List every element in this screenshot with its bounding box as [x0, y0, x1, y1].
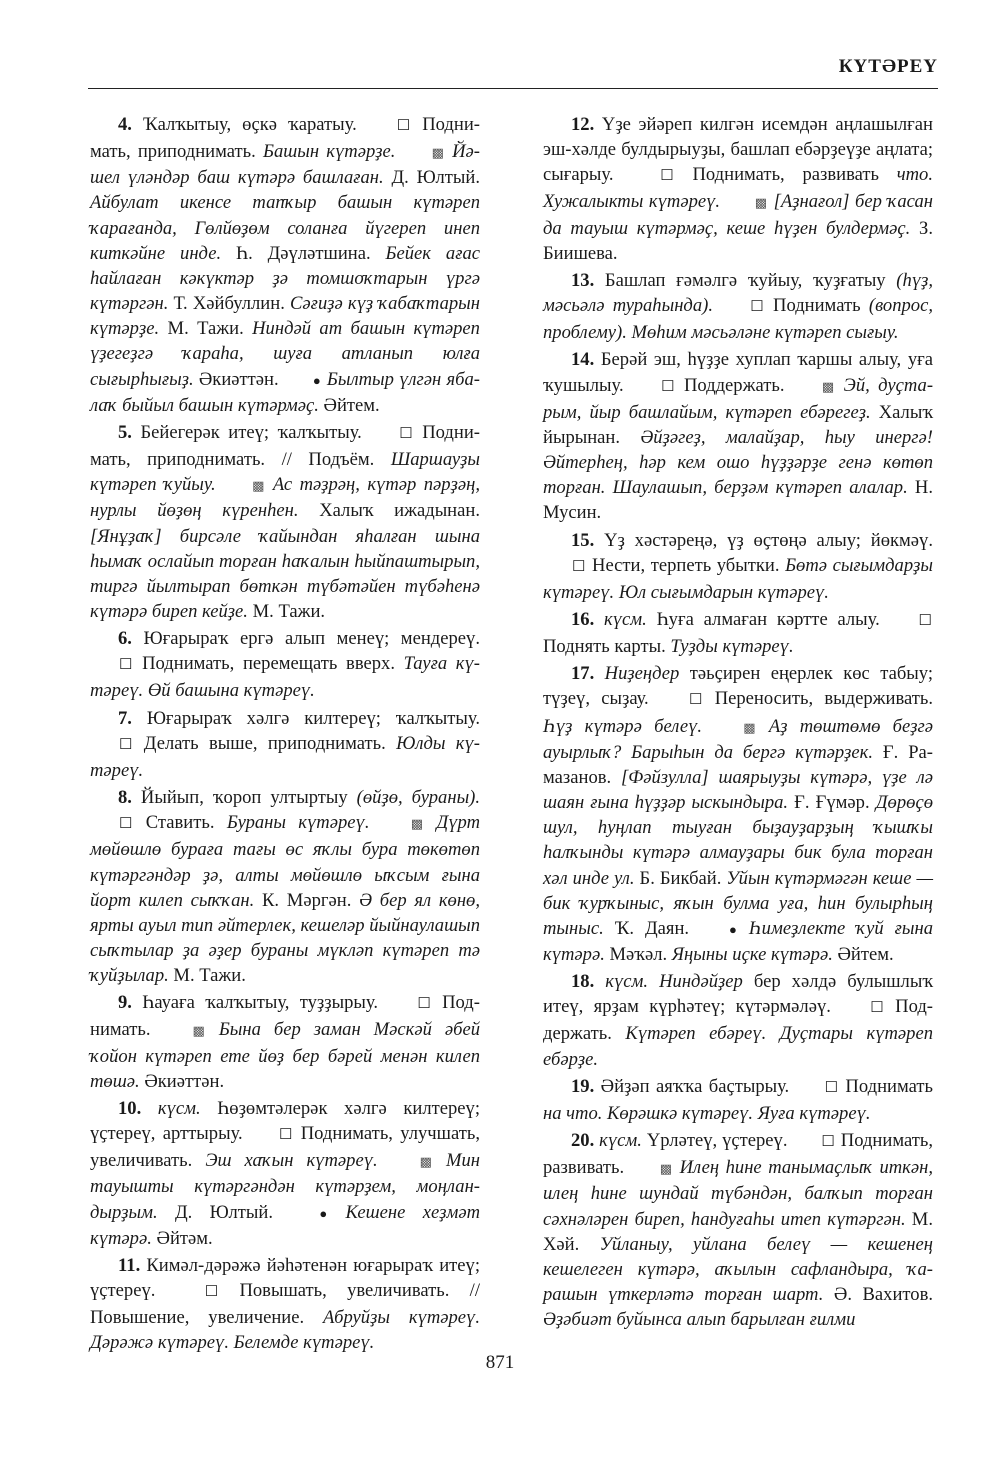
- header-rule: [88, 88, 938, 89]
- sense-number: 19.: [571, 1075, 595, 1097]
- definition-text: [424, 812, 436, 833]
- dictionary-sense: [90, 420, 480, 624]
- dictionary-sense: [543, 347, 933, 525]
- example-square-icon: ▩: [192, 1023, 205, 1039]
- example-text: Илең һине танымаҫлыҡ иткән, илең һине шундай түбәндән, балҡып торған сәхнәләрен биреп, һандуғаһы итеп күтәргән.: [543, 1157, 933, 1230]
- example-square-icon: ▩: [754, 195, 768, 211]
- example-text: Юлды күтәреү.: [90, 732, 480, 781]
- definition-text: [141, 1098, 158, 1119]
- definition-text: Ғ. Рамазанов.: [543, 741, 933, 788]
- definition-text: Әйтем.: [832, 944, 894, 965]
- example-square-icon: ▩: [659, 1161, 673, 1177]
- sense-number: 13.: [571, 269, 595, 291]
- example-text: Аҙ төштөмө беҙгә ауырлыҡ? Барыһын да бергә күтәрҙек.: [543, 715, 933, 763]
- translation-box-icon: ☐: [278, 1127, 293, 1144]
- definition-text: М. Тажи.: [168, 965, 246, 987]
- definition-text: М. Хәй.: [543, 1208, 933, 1255]
- example-square-icon: ▩: [252, 478, 265, 494]
- translation-box-icon: ☐: [417, 996, 431, 1013]
- definition-text: Поддержать.: [675, 374, 793, 396]
- definition-text: Поднимать, развивать: [674, 164, 897, 186]
- example-text: Күтәреп ебәреү. Дуҫтары күтәреп ебәрҙе.: [543, 1023, 934, 1070]
- proverb-bullet-icon: ●: [319, 1205, 328, 1221]
- definition-text: [216, 474, 223, 495]
- example-text: Сәғиҙә күҙ ҡабаҡтарын күтәрҙе.: [90, 293, 480, 340]
- example-text: Туҙды күтәреү.: [670, 636, 794, 658]
- definition-text: Ҡ. Даян.: [603, 917, 701, 939]
- definition-text: [713, 295, 721, 316]
- example-text: Һимеҙлекте ҡуй ғына күтәрә.: [543, 917, 933, 965]
- dictionary-sense: [90, 990, 480, 1094]
- example-text: Ниндәй ат башын күтәреп үҙегеҙгә ҡараһа, шуға атланып юлға сығырһығыҙ.: [90, 318, 480, 390]
- definition-text: [206, 1019, 219, 1040]
- definition-text: Поднимать, приподнимать. // Подъём.: [90, 421, 480, 471]
- definition-text: Йыйып, ҡороп ултыртыу: [131, 787, 357, 809]
- sense-number: 7.: [118, 707, 132, 729]
- example-text: Эй, дуҫтарым, йыр башлайым, күтәреп ебәрегеҙ.: [543, 374, 934, 423]
- example-text: Кешене хеҙмәт күтәрә.: [90, 1201, 481, 1249]
- sense-number: 6.: [118, 628, 132, 650]
- definition-text: Мәҡәл.: [604, 944, 672, 965]
- proverb-bullet-icon: ●: [312, 372, 321, 388]
- definition-text: З. Биишева.: [543, 217, 933, 264]
- sense-number: 10.: [118, 1097, 142, 1119]
- translation-box-icon: ☐: [750, 299, 764, 316]
- example-text: Былтыр үлгән ябалаҡ быйыл башын күтәрмәҫ.: [90, 368, 480, 416]
- example-text: Йәшел үләндәр баш күтәрә башлаған.: [90, 141, 480, 189]
- example-text: Әйҙәгеҙ, малайҙар, һыу инергә! Әйтерһең, һәр кем ошо һүҙҙәрҙе генә көтөп торған. Шаулашып, берҙәм күтәреп алалар.: [543, 426, 934, 499]
- example-text: Эш хаҡын күтәреү.: [205, 1150, 378, 1172]
- definition-text: [378, 1150, 391, 1171]
- translation-box-icon: ☐: [660, 168, 674, 185]
- example-square-icon: ▩: [821, 378, 835, 394]
- translation-box-icon: ☐: [119, 816, 133, 833]
- example-text: что. Хужалыкты күтәреү.: [543, 164, 933, 213]
- dictionary-sense: [90, 626, 480, 703]
- example-text: Ас тәҙрәң, күтәр пәрҙәң, нурлы йөҙөң күренһен.: [90, 474, 480, 522]
- definition-text: М. Тажи.: [159, 318, 253, 340]
- definition-text: Әйтем.: [318, 394, 380, 416]
- example-text: Бына бер заман Мәскәй әбей ҡойон күтәреп ете йөҙ бер бәрей менән килеп төшә.: [90, 1019, 480, 1092]
- translation-box-icon: ☐: [824, 1079, 839, 1096]
- definition-text: Д. Юлтый.: [157, 1201, 291, 1223]
- definition-text: К. Мәргән.: [254, 889, 360, 911]
- sense-number: 17.: [571, 663, 595, 685]
- example-text: Айбулат икенсе тапҡыр башын күтәреп ҡарағанда, Гөлйөҙөм соланға йүгереп инеп киткәйне инде.: [90, 192, 480, 264]
- translation-box-icon: ☐: [399, 425, 413, 442]
- definition-text: [369, 812, 381, 833]
- example-text: [Фәйзулла] шаярыуҙы күтәрә, үҙе лә шаян ғына һүҙҙәр ыскындыра.: [543, 766, 933, 814]
- sense-number: 18.: [571, 971, 595, 993]
- example-square-icon: ▩: [419, 1154, 432, 1170]
- example-text: күсм.: [599, 1130, 642, 1152]
- definition-text: [594, 971, 605, 992]
- definition-text: [433, 1150, 446, 1171]
- definition-text: [328, 1202, 345, 1223]
- definition-text: Н. Мусин.: [543, 477, 933, 524]
- example-text: Мин тауышты күтәргәндән күтәрҙем, моңландырҙым.: [90, 1150, 480, 1223]
- definition-text: Юғарыраҡ ергә алып менеү; мендереү.: [131, 628, 480, 650]
- example-square-icon: ▩: [743, 719, 756, 735]
- translation-box-icon: ☐: [661, 378, 675, 395]
- translation-box-icon: ☐: [204, 1284, 219, 1301]
- example-text: [Аҙнағол] бер ҡасан да тауыш күтәрмәҫ, кеше һүҙен булдермәҫ.: [543, 191, 933, 239]
- dictionary-sense: [543, 607, 933, 659]
- definition-text: Кимәл-дәрәжә йәһәтенән юғарыраҡ итеү; үҫтереү.: [90, 1254, 480, 1302]
- sense-number: 16.: [571, 608, 595, 630]
- definition-text: Үрләтеү, үҫтереү.: [641, 1130, 793, 1152]
- translation-box-icon: ☐: [870, 1000, 884, 1017]
- example-text: күсм. Ниндәйҙер: [605, 971, 743, 993]
- dictionary-sense: [90, 706, 480, 783]
- example-text: Уйын күтәрмәгән кеше — бик ҡурҡыныс, яҡын булма уға, һин булырһың тыныс.: [543, 867, 934, 939]
- definition-text: Берәй эш, һүҙҙе хуплап ҡаршы алыу, уға ҡушылыу.: [543, 349, 933, 396]
- definition-text: Ғ. Ғүмәр.: [788, 792, 876, 814]
- definition-text: [395, 141, 402, 162]
- example-text: Ниҙеңдер: [604, 663, 680, 685]
- definition-text: Ставить.: [133, 812, 227, 834]
- sense-number: 8.: [118, 787, 132, 809]
- dictionary-sense: [90, 1096, 480, 1251]
- definition-text: Халыҡ ижадынан.: [298, 500, 480, 522]
- definition-text: Бейегерәк итеү; ҡалҡытыу.: [131, 421, 371, 443]
- example-text: Абруйҙы күтәреү. Дәрәжә күтәреү. Белемде күтәреү.: [90, 1307, 480, 1354]
- example-text: Башын күтәрҙе.: [262, 141, 396, 163]
- example-text: күсм.: [157, 1097, 201, 1119]
- example-text: (вопрос, проблему). Мөһим мәсьәләне күтәреп сығыу.: [543, 295, 933, 344]
- dictionary-sense: [543, 661, 933, 967]
- example-text: Шаршауҙы күтәреп ҡуйыу.: [90, 449, 480, 496]
- definition-text: [738, 918, 749, 939]
- definition-text: М. Тажи.: [247, 600, 326, 622]
- left-column: [90, 112, 480, 1358]
- definition-text: Поднять карты.: [543, 636, 671, 658]
- example-square-icon: ▩: [410, 816, 424, 832]
- definition-text: [594, 609, 604, 630]
- right-column: [543, 112, 933, 1334]
- dictionary-sense: [543, 528, 933, 605]
- definition-text: [594, 663, 604, 684]
- example-text: Дүрт мөйөшлө бураға тағы өс яҡлы бура төкөтөп күтәргәндәр ҙә, алты мөйөшлө ыҡсым ғына йорт килеп сыҡҡан.: [90, 812, 480, 911]
- definition-text: Әйҙәп аяҡҡа баҫтырыу.: [594, 1075, 796, 1097]
- sense-number: 5.: [118, 421, 132, 443]
- definition-text: [757, 716, 769, 737]
- definition-text: бер хәлдә булышлыҡ итеү, ярҙам күрһәтеү; күтәрмәләү.: [543, 971, 933, 1018]
- definition-text: Поднимать, улучшать, увеличивать.: [90, 1123, 480, 1172]
- definition-text: Д. Юлтый.: [383, 167, 480, 189]
- definition-text: Поддержать.: [543, 996, 933, 1045]
- dictionary-sense: [543, 1074, 933, 1126]
- translation-box-icon: ☐: [396, 118, 411, 134]
- example-text: Бураны күтәреү.: [226, 812, 370, 834]
- example-text: (өйҙө, бураны).: [356, 787, 480, 809]
- definition-text: тәьҫирен еңерлек көс табыу; түҙеү, сыҙау.: [543, 663, 933, 710]
- translation-box-icon: ☐: [918, 612, 932, 629]
- definition-text: Поднимать.: [90, 992, 480, 1041]
- definition-text: Поднимать, приподнимать.: [90, 114, 480, 163]
- definition-text: Поднимать, развивать.: [543, 1130, 933, 1179]
- example-text: Әҙәбиәт буйынса алып барылған ғилми: [543, 1309, 856, 1331]
- definition-text: Нести, терпеть убытки.: [586, 554, 786, 576]
- example-text: Тауға күтәреү. Өй башына күтәреү.: [90, 653, 480, 702]
- definition-text: Үҙе эйәреп килгән исемдән аңлашылған эш-хәлде булдырыуҙы, башлап ебәрҙеүҙе аңлата; сығарыу.: [543, 114, 933, 186]
- definition-text: Һуға алмаған кәртте алыу.: [646, 608, 890, 630]
- example-text: Дөрөҫө шул, һуңлап тыуған быҙауҙарҙың ҡышҡы һалҡынды күтәрә алмауҙары бик була торған хәл инде ул.: [543, 792, 933, 889]
- example-text: [Янұҙаҡ] бирсәле ҡайындан яһалған шына һымаҡ ослайып торған һаҡалын һыйпаштырып, тиргә йылтырап бөткән түбәтәйен түбәһенә күтәрә биреп кейҙе.: [90, 525, 480, 622]
- definition-text: Һ. Дәүләтшина.: [221, 242, 386, 264]
- example-text: Уйланыу, уйлана белеү — кешенең кешелеген күтәрә, аҡылын сафландыра, ҡарашын үткерләтә торған шарт.: [543, 1233, 933, 1306]
- sense-number: 4.: [118, 114, 132, 135]
- definition-text: Юғарыраҡ хәлгә килтереү; ҡалҡытыу.: [131, 707, 480, 729]
- sense-number: 20.: [571, 1130, 595, 1152]
- definition-text: Башлап ғәмәлгә ҡуйыу, ҡуҙғатыу: [594, 269, 897, 291]
- definition-text: Б. Бикбай.: [634, 867, 727, 889]
- definition-text: Повышать, увеличивать. // Повышение, увеличение.: [90, 1280, 480, 1329]
- definition-text: Ә. Вахитов.: [823, 1284, 933, 1306]
- definition-text: Әйтәм.: [151, 1227, 213, 1249]
- example-text: на что. Көрәшкә күтәреү. Яуға күтәреү.: [543, 1102, 871, 1124]
- dictionary-sense: [90, 1253, 480, 1356]
- proverb-bullet-icon: ●: [729, 921, 737, 937]
- definition-text: Әкиәттән.: [139, 1070, 225, 1092]
- definition-text: Әкиәттән.: [193, 368, 284, 390]
- example-text: күсм.: [604, 608, 647, 630]
- definition-text: Һауаға ҡалҡытыу, туҙҙырыу.: [131, 992, 389, 1014]
- example-square-icon: ▩: [431, 145, 444, 161]
- page-number: 871: [485, 1352, 515, 1373]
- sense-number: 14.: [571, 349, 595, 371]
- dictionary-sense: [90, 112, 480, 418]
- dictionary-sense: [543, 268, 933, 345]
- definition-text: [702, 716, 714, 737]
- translation-box-icon: ☐: [119, 657, 133, 674]
- definition-text: Т. Хәйбуллин.: [168, 293, 291, 315]
- definition-text: Переносить, выдерживать.: [703, 688, 933, 710]
- sense-number: 12.: [571, 114, 595, 135]
- translation-box-icon: ☐: [821, 1134, 835, 1151]
- dictionary-sense: [90, 785, 480, 988]
- example-text: Бейек ағас һайлаған кәкүктәр ҙә томшоҡтарын үргә күтәргән.: [90, 242, 480, 315]
- sense-number: 15.: [571, 529, 595, 551]
- dictionary-sense: [543, 112, 933, 266]
- running-head: КҮТӘРЕҮ: [838, 56, 938, 77]
- definition-text: [720, 191, 726, 212]
- example-text: Һүҙ күтәрә белеү.: [543, 715, 703, 737]
- definition-text: Делать выше, приподнимать.: [133, 732, 397, 754]
- definition-text: Ҡалҡытыу, өҫкә ҡаратыу.: [131, 114, 368, 135]
- translation-box-icon: ☐: [572, 558, 586, 575]
- definition-text: Халыҡ йырынан.: [543, 401, 933, 448]
- sense-number: 9.: [118, 992, 132, 1014]
- definition-text: Үҙ хәстәреңә, үҙ өҫтөңә алыу; йөкмәү.: [594, 529, 933, 551]
- dictionary-sense: [543, 969, 933, 1072]
- dictionary-sense: [543, 1128, 933, 1332]
- definition-text: Һөҙөмтәлерәк хәлгә килтереү; үҫтереү, арттырыу.: [90, 1097, 480, 1145]
- translation-box-icon: ☐: [119, 736, 133, 753]
- example-text: (һүҙ, мәсьәлә тураһында).: [543, 269, 933, 317]
- example-text: Ә бер ял көнө, ярты ауыл тип әйтерлек, кешеләр йыйнаулашып сыҡтылар ҙа әҙер бураны мүкләп күтәреп тә ҡуйҙылар.: [90, 889, 480, 987]
- definition-text: Поднимать, перемещать вверх.: [133, 653, 404, 675]
- example-text: Бөтә сығымдарҙы күтәреү. Юл сығымдарын күтәреү.: [543, 554, 933, 603]
- sense-number: 11.: [118, 1254, 141, 1276]
- example-text: Яңыны иҫке күтәрә.: [671, 944, 833, 965]
- translation-box-icon: ☐: [688, 692, 703, 709]
- definition-text: Поднимать: [839, 1075, 933, 1097]
- definition-text: [265, 474, 272, 495]
- definition-text: [835, 375, 843, 396]
- definition-text: Поднимать: [764, 295, 869, 317]
